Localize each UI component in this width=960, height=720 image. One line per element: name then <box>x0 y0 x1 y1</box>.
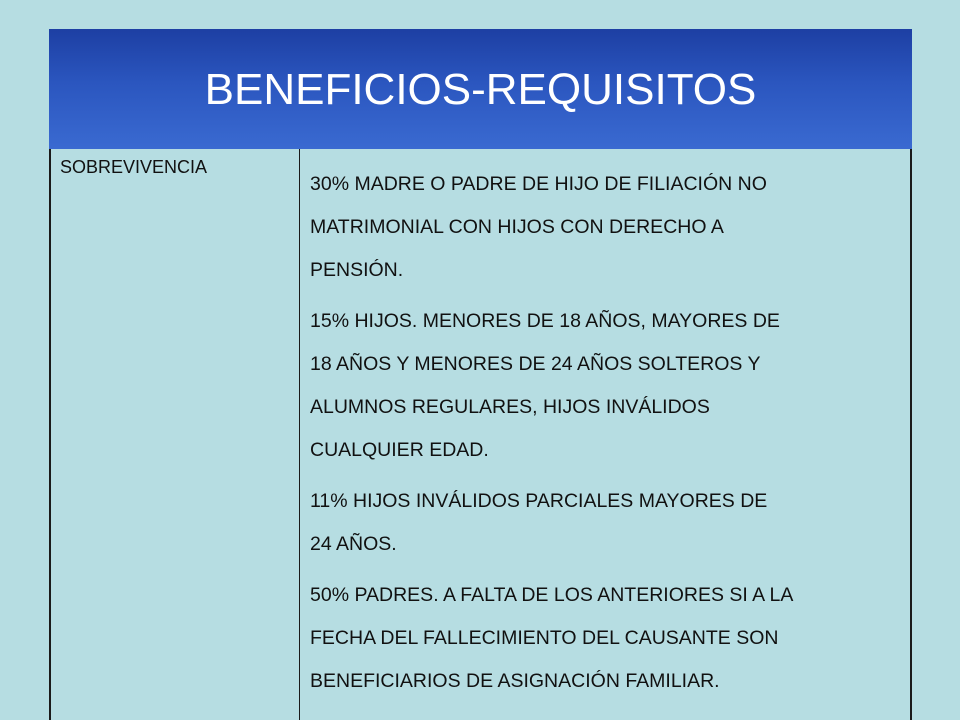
requirement-paragraph: 50% PADRES. A FALTA DE LOS ANTERIORES SI A LA FECHA DEL FALLECIMIENTO DEL CAUSANTE SON BENEFICIARIOS DE ASIGNACIÓN FAMILIAR. <box>310 584 794 692</box>
requirement-paragraph: 11% HIJOS INVÁLIDOS PARCIALES MAYORES DE 24 AÑOS. <box>310 490 768 555</box>
benefit-type-cell: SOBREVIVENCIA <box>60 157 208 177</box>
requirement-paragraph: 15% HIJOS. MENORES DE 18 AÑOS, MAYORES DE 18 AÑOS Y MENORES DE 24 AÑOS SOLTEROS Y ALUMNOS REGULARES, HIJOS INVÁLIDOS CUALQUIER EDAD. <box>310 310 780 461</box>
requirements-cell <box>310 163 906 711</box>
requirement-paragraph: 30% MADRE O PADRE DE HIJO DE FILIACIÓN NO MATRIMONIAL CON HIJOS CON DERECHO A PENSIÓN. <box>310 173 767 281</box>
title-bar <box>49 29 912 149</box>
benefits-table <box>49 149 912 720</box>
column-divider <box>299 149 300 720</box>
slide-title: BENEFICIOS-REQUISITOS <box>204 65 757 114</box>
